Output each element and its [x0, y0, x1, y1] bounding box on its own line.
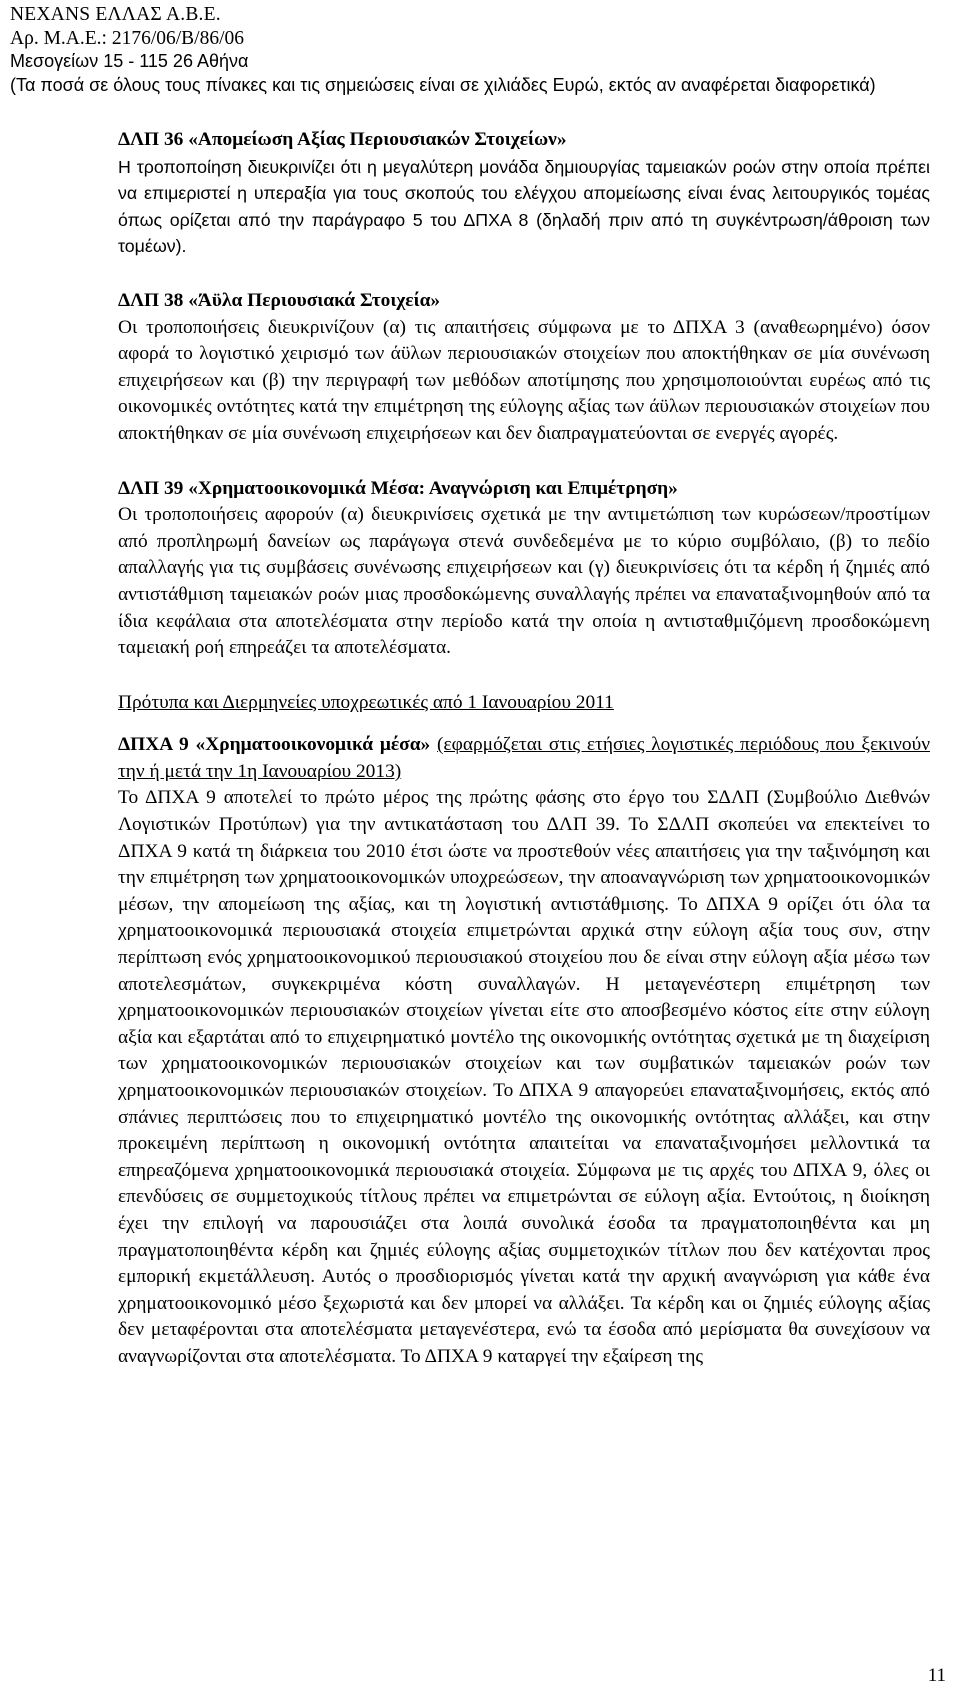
amounts-note: (Τα ποσά σε όλους τους πίνακες και τις σημειώσεις είναι σε χιλιάδες Ευρώ, εκτός αν αναφέρεται διαφορετικά) — [10, 74, 876, 95]
document-body — [118, 127, 930, 1371]
section-text-ias39: Οι τροποποιήσεις αφορούν (α) διευκρινίσεις σχετικά με την αντιμετώπιση των κυρώσεων/προστίμων από προπληρωμή δανείων ως παράγωγα στενά συνδεδεμένα με το κύριο συμβόλαιο, (β) το πεδίο απαλλαγής για τις συμβάσεις συνένωσης επιχειρήσεων και (γ) διευκρινίσεις ότι τα κέρδη ή ζημιές από αντιστάθμιση ταμειακών ροών μιας προσδοκώμενης συναλλαγής πρέπει να επαναταξινομηθούν από τα ίδια κεφάλαια στα αποτελέσματα στην περίοδο κατά την οποία η αντισταθμιζόμενη προσδοκώμενη ταμειακή ροή επηρεάζει τα αποτελέσματα. — [118, 504, 930, 659]
section-mandatory-standards — [118, 690, 930, 717]
mandatory-standards-title: Πρότυπα και Διερμηνείες υποχρεωτικές από 1 Ιανουαρίου 2011 — [118, 691, 614, 713]
page-number: 11 — [927, 1665, 946, 1686]
section-text-ias36: Η τροποποίηση διευκρινίζει ότι η μεγαλύτερη μονάδα δημιουργίας ταμειακών ροών στην οποία πρέπει να επιμεριστεί η υπεραξία για τους σκοπούς του ελέγχου απομείωσης είναι ένας λειτουργικός τομέας όπως ορίζεται από την παράγραφο 5 του ΔΠΧΑ 8 (δηλαδή πριν από τη συγκέντρωση/άθροιση των τομέων). — [118, 156, 930, 257]
section-ias39 — [118, 476, 930, 662]
company-name: NEXANS ΕΛΛΑΣ Α.Β.Ε. — [10, 4, 221, 25]
section-ias36 — [118, 127, 930, 260]
registration-number: Αρ. Μ.Α.Ε.: 2176/06/Β/86/06 — [10, 27, 244, 49]
section-text-ias38: Οι τροποποιήσεις διευκρινίζουν (α) τις απαιτήσεις σύμφωνα με το ΔΠΧΑ 3 (αναθεωρημένο) όσον αφορά το λογιστικό χειρισμό των άϋλων περιουσιακών στοιχείων που αποκτήθηκαν σε μία συνένωση επιχειρήσεων και (β) την περιγραφή των μεθόδων αποτίμησης που χρησιμοποιούνται ευρέως από τις οικονομικές οντότητες κατά την επιμέτρηση της εύλογης αξίας των άϋλων περιουσιακών στοιχείων που αποκτήθηκαν σε μία συνένωση επιχειρήσεων και δεν διαπραγματεύονται σε ενεργές αγορές. — [118, 316, 930, 444]
section-title-ifrs9: ΔΠΧΑ 9 «Χρηματοοικονομικά μέσα» — [118, 734, 431, 756]
section-title-ias38: ΔΛΠ 38 «Άϋλα Περιουσιακά Στοιχεία» — [118, 289, 441, 311]
section-title-ias36: ΔΛΠ 36 «Απομείωση Αξίας Περιουσιακών Στοιχείων» — [118, 129, 567, 150]
section-text-ifrs9: Το ΔΠΧΑ 9 αποτελεί το πρώτο μέρος της πρώτης φάσης στο έργο του ΣΔΛΠ (Συμβούλιο Διεθνών Λογιστικών Προτύπων) για την αντικατάσταση του ΔΛΠ 39. Το ΣΔΛΠ σκοπεύει να επεκτείνει το ΔΠΧΑ 9 κατά τη διάρκεια του 2010 έτσι ώστε να προστεθούν νέες απαιτήσεις για την ταξινόμηση και την επιμέτρηση των χρηματοοικονομικών υποχρεώσεων, την αποαναγνώριση των χρηματοοικονομικών μέσων, την απομείωση της αξίας, και τη λογιστική αντιστάθμισης. Το ΔΠΧΑ 9 ορίζει ότι όλα τα χρηματοοικονομικά περιουσιακά στοιχεία επιμετρώνται αρχικά στην εύλογη αξία τους συν, στην περίπτωση ενός χρηματοοικονομικού περιουσιακού στοιχείου που δε είναι στην εύλογη αξία μέσω των αποτελεσμάτων, συγκεκριμένα κόστη συναλλαγών. Η μεταγενέστερη επιμέτρηση των χρηματοοικονομικών περιουσιακών στοιχείων γίνεται είτε στο αποσβεσμένο κόστος είτε στην εύλογη αξία και εξαρτάται από το επιχειρηματικό μοντέλο της οικονομικής οντότητας σχετικά με τη διαχείριση των χρηματοοικονομικών περιουσιακών στοιχείων και των συμβατικών ταμειακών ροών των χρηματοοικονομικών περιουσιακών στοιχείων. Το ΔΠΧΑ 9 απαγορεύει επαναταξινομήσεις, εκτός από σπάνιες περιπτώσεις που το επιχειρηματικό μοντέλο της οικονομικής οντότητας αλλάξει, και στην προκειμένη περίπτωση η οικονομική οντότητα απαιτείται να επαναταξινομήσει μελλοντικά τα επηρεαζόμενα χρηματοοικονομικά περιουσιακά στοιχεία. Σύμφωνα με τις αρχές του ΔΠΧΑ 9, όλες οι επενδύσεις σε συμμετοχικούς τίτλους πρέπει να επιμετρώνται σε εύλογη αξία. Εντούτοις, η διοίκηση έχει την επιλογή να παρουσιάζει στα λοιπά συνολικά έσοδα τα πραγματοποιηθέντα και μη πραγματοποιηθέντα κέρδη και ζημιές εύλογης αξίας συμμετοχικών τίτλων που δεν κατέχονται προς εμπορική εκμετάλλευση. Αυτός ο προσδιορισμός γίνεται κατά την αρχική αναγνώριση για κάθε ένα χρηματοοικονομικό μέσο ξεχωριστά και δεν μπορεί να αλλάξει. Τα κέρδη και οι ζημιές εύλογης αξίας δεν μεταφέρονται στα αποτελέσματα μεταγενέστερα, ενώ τα έσοδα από μερίσματα θα συνεχίσουν να αναγνωρίζονται στα αποτελέσματα. Το ΔΠΧΑ 9 καταργεί την εξαίρεση της — [118, 787, 930, 1367]
section-title-ias39: ΔΛΠ 39 «Χρηματοοικονομικά Μέσα: Αναγνώριση και Επιμέτρηση» — [118, 477, 678, 499]
section-ias38 — [118, 288, 930, 448]
ifrs9-effective-date-note: (εφαρμόζεται στις ετήσιες λογιστικές περιόδους που ξεκινούν την ή μετά την 1η Ιανουαρίου 2013) — [118, 734, 930, 782]
page-header — [10, 3, 950, 97]
company-address: Μεσογείων 15 - 115 26 Αθήνα — [10, 51, 249, 71]
section-ifrs9 — [118, 732, 930, 1370]
